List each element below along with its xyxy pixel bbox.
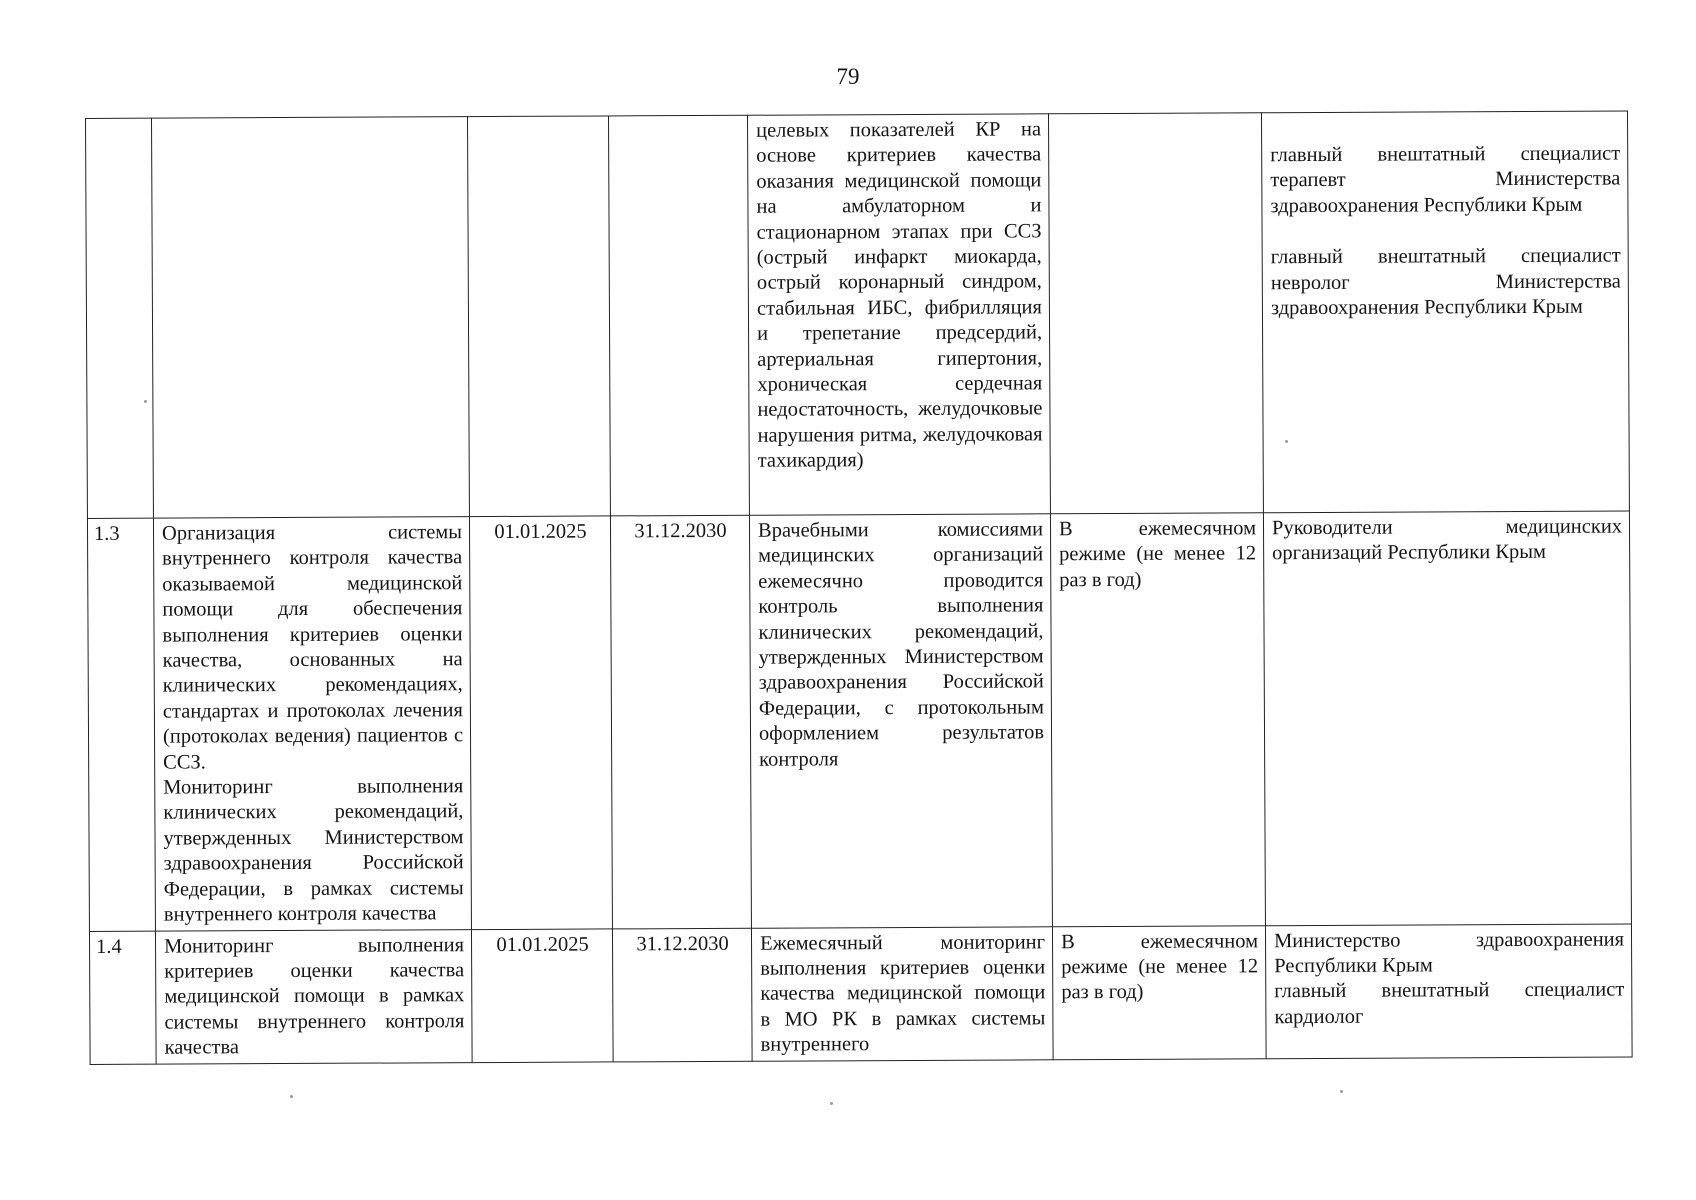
responsible-entry: Руководители медицинских организаций Республики Крым — [1271, 515, 1623, 565]
table-row — [89, 923, 1632, 1064]
responsible-entry: Министерство здравоохранения Республики Крым — [1273, 927, 1625, 978]
event-cell — [152, 117, 470, 519]
frequency-cell — [1048, 113, 1263, 514]
scan-speck — [144, 400, 147, 403]
scan-speck — [830, 1102, 833, 1105]
responsible-entry: главный внештатный специалист кардиолог — [1274, 978, 1625, 1028]
plan-table — [85, 110, 1633, 1064]
row-number: 1.4 — [89, 931, 156, 1064]
event-paragraph: Мониторинг выполнения клинических рекомендаций, утвержденных Министерством здравоохранения Российской Федерации, в рамках системы внутреннего контроля качества — [163, 775, 464, 926]
table-row — [87, 511, 1631, 931]
scan-speck — [1340, 1090, 1343, 1093]
responsible-cell — [1265, 923, 1632, 1058]
start-date-cell: 01.01.2025 — [471, 928, 613, 1062]
page-number: 79 — [836, 64, 860, 89]
description-cell: целевых показателей КР на основе критериев качества оказания медицинской помощи на амбулаторном и стационарном этапах при ССЗ (острый инфаркт миокарда, острый коронарный синдром, стабильная ИБС, фибрилляция и трепетание предсердий, артериальная гипертония, хроническая сердечная недостаточность, желудочковые нарушения ритма, желудочковая тахикардия) — [747, 114, 1050, 515]
scan-speck — [1285, 440, 1288, 443]
end-date-cell: 31.12.2030 — [612, 928, 752, 1062]
description-cell: Врачебными комиссиями медицинских организаций ежемесячно проводится контроль выполнения клинических рекомендаций, утвержденных Министерством здравоохранения Российской Федерации, с протокольным оформлением результатов контроля — [749, 514, 1052, 928]
responsible-cell — [1263, 511, 1631, 925]
scan-speck — [290, 1095, 293, 1098]
end-date-cell: 31.12.2030 — [610, 515, 751, 928]
event-cell — [153, 517, 471, 931]
responsible-cell — [1261, 111, 1629, 513]
responsible-entry: главный внештатный специалист невролог Министерства здравоохранения Республики Крым — [1270, 244, 1621, 320]
row-number — [86, 118, 154, 518]
start-date-cell — [467, 116, 610, 517]
table-row — [86, 111, 1630, 519]
event-cell: Мониторинг выполнения критериев оценки качества медицинской помощи в рамках системы внутреннего контроля качества — [155, 929, 472, 1064]
responsible-entry: главный внештатный специалист терапевт Министерства здравоохранения Республики Крым — [1270, 142, 1621, 218]
start-date-cell: 01.01.2025 — [469, 516, 612, 929]
description-cell: Ежемесячный мониторинг выполнения критериев оценки качества медицинской помощи в МО РК в рамках системы внутреннего — [751, 926, 1053, 1061]
end-date-cell — [608, 115, 749, 516]
event-paragraph: Организация системы внутреннего контроля качества оказываемой медицинской помощи для обеспечения выполнения критериев оценки качества, основанных на клинических рекомендациях, стандартах и протоколах лечения (протоколах ведения) пациентов с ССЗ. — [161, 521, 464, 774]
frequency-cell: В ежемесячном режиме (не менее 12 раз в год) — [1052, 925, 1266, 1059]
row-number: 1.3 — [87, 518, 155, 931]
frequency-cell: В ежемесячном режиме (не менее 12 раз в год) — [1050, 513, 1265, 927]
